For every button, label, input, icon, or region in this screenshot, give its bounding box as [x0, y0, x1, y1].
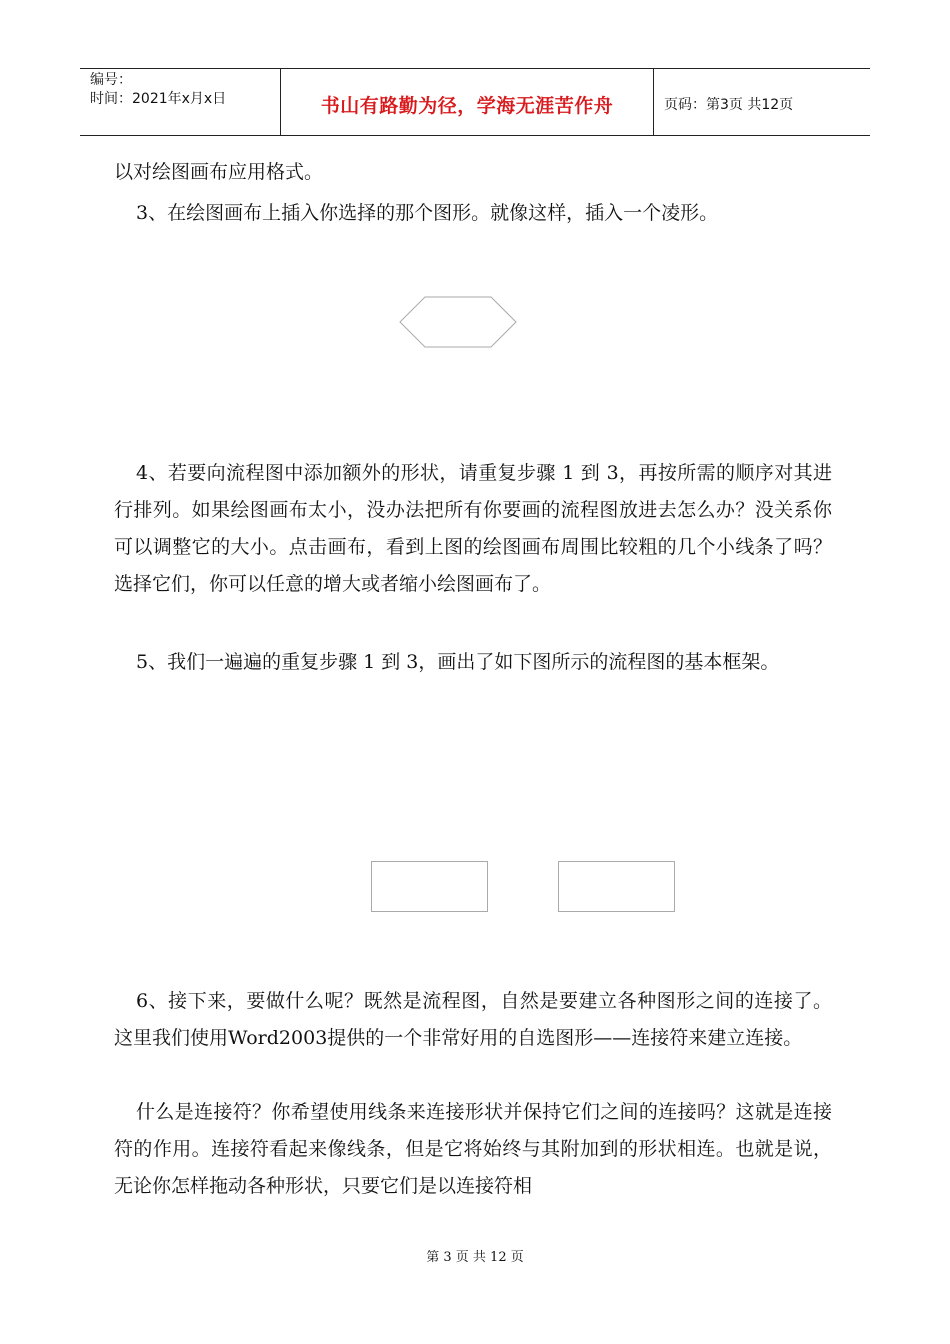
paragraph-2: 3、在绘图画布上插入你选择的那个图形。就像这样，插入一个凌形。	[136, 202, 719, 224]
page-footer: 第 3 页 共 12 页	[426, 1250, 524, 1265]
paragraph-1: 以对绘图画布应用格式。	[114, 161, 324, 183]
hexagon-shape	[398, 295, 518, 349]
number-label: 编号：	[90, 72, 132, 88]
page-label: 页码：第3页 共12页	[664, 97, 794, 113]
paragraph-6: 什么是连接符？你希望使用线条来连接形状并保持它们之间的连接吗？这就是连接符的作用。连接符看起来像线条，但是它将始终与其附加到的形状相连。也就是说，无论你怎样拖动各种形状，只要它们是以连接符相	[114, 1101, 832, 1197]
paragraph-3: 4、若要向流程图中添加额外的形状，请重复步骤 1 到 3，再按所需的顺序对其进行排列。如果绘图画布太小，没办法把所有你要画的流程图放进去怎么办？没关系你可以调整它的大小。点击画布，看到上图的绘图画布周围比较粗的几个小线条了吗？选择它们，你可以任意的增大或者缩小绘图画布了。	[114, 462, 832, 595]
header-motto-cell	[281, 69, 654, 135]
header-page-cell	[654, 69, 870, 135]
flowchart-box-left	[371, 861, 488, 912]
motto-text: 书山有路勤为径，学海无涯苦作舟	[320, 94, 614, 117]
paragraph-5: 6、接下来，要做什么呢？既然是流程图，自然是要建立各种图形之间的连接了。这里我们使用Word2003提供的一个非常好用的自选图形——连接符来建立连接。	[114, 990, 832, 1049]
paragraph-4: 5、我们一遍遍的重复步骤 1 到 3，画出了如下图所示的流程图的基本框架。	[136, 651, 780, 673]
date-label: 时间：2021年x月x日	[90, 91, 227, 107]
flowchart-box-right	[558, 861, 675, 912]
header-meta	[80, 69, 281, 135]
page-header	[80, 68, 870, 136]
